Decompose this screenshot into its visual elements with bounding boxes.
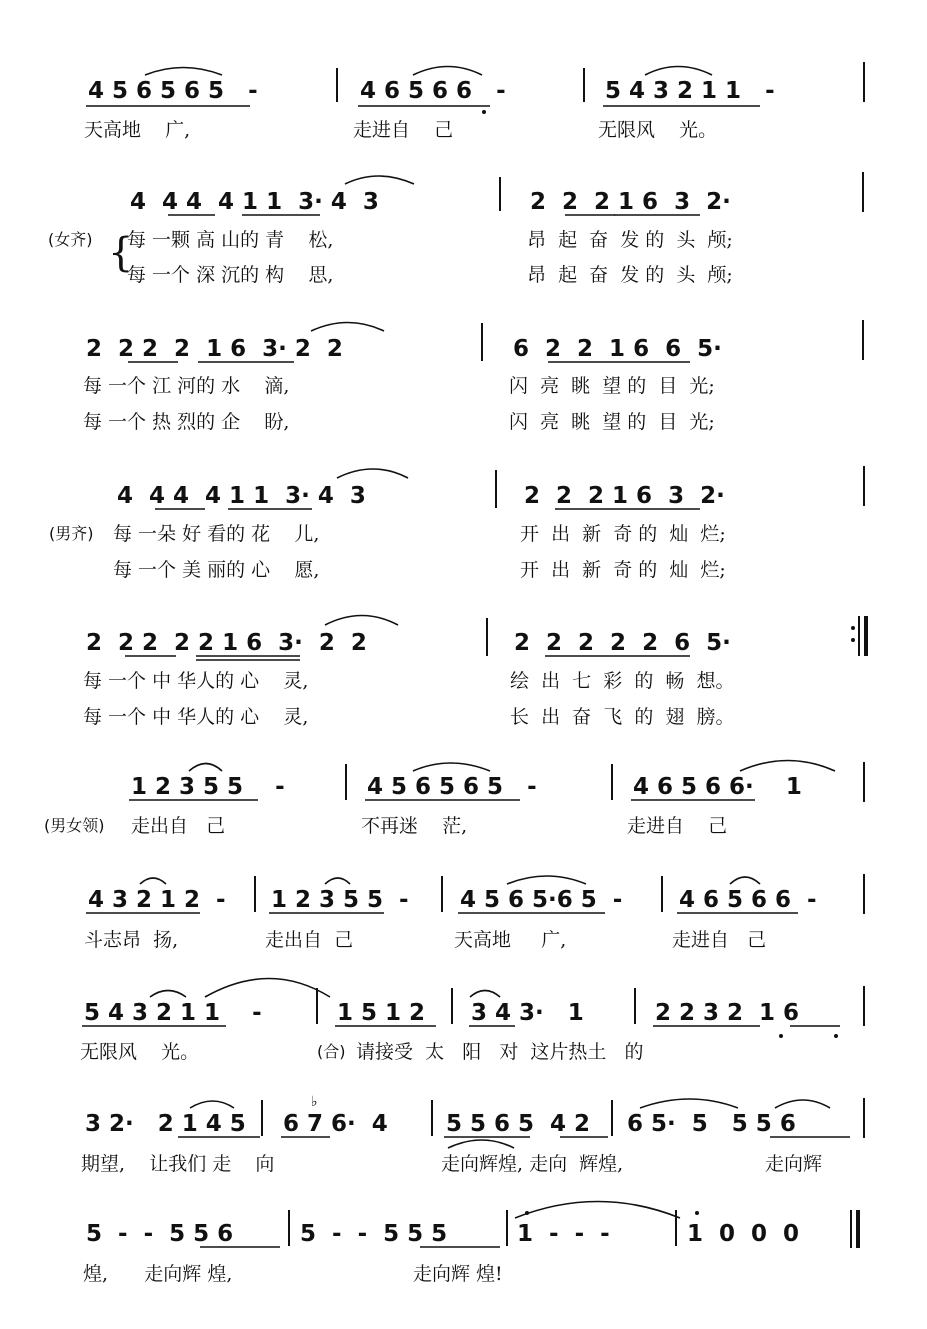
lyric-line: 每 一个 中 华人的 心 灵, (83, 706, 309, 728)
svg-text:♭: ♭ (311, 1094, 318, 1110)
lyric-line: 昂 起 奋 发 的 头 颅; (527, 229, 733, 251)
barline (481, 323, 483, 361)
lyric-line: 闪 亮 眺 望 的 目 光; (509, 411, 715, 433)
notation-measure-group: 5 4 3 2 1 1 - (605, 78, 775, 104)
barline (583, 68, 585, 102)
lyric-line: 昂 起 奋 发 的 头 颅; (527, 264, 733, 286)
notation-measure-group: 2 2 2 1 6 3 2· (524, 483, 725, 509)
lyric-line: 每 一个 江 河的 水 滴, (83, 375, 290, 397)
notation-measure-group: 6 2 2 1 6 6 5· (513, 336, 722, 362)
lyric-line: 无限风 光。 (598, 119, 718, 141)
barline (634, 988, 636, 1024)
notation-measure-group: 5 - - 5 5 5 (300, 1221, 448, 1247)
barline (863, 466, 865, 506)
lyric-line: 每 一个 热 烈的 企 盼, (83, 411, 290, 433)
final-barline-thick (856, 1210, 860, 1248)
lyric-line: 走进自 己 (627, 815, 728, 837)
barline (288, 1210, 290, 1246)
lyric-line: 每 一个 中 华人的 心 灵, (83, 670, 309, 692)
barline (495, 470, 497, 508)
notation-measure-group: 4 6 5 6 6 - (360, 78, 506, 104)
lyric-line: 期望, 让我们 走 向 (81, 1153, 275, 1175)
lyric-line: 绘 出 七 彩 的 畅 想。 (510, 670, 735, 692)
barline (345, 764, 347, 800)
notation-measure-group: 1 5 1 2 (337, 1000, 426, 1026)
notation-measure-group: 4 6 5 6 6· 1 (633, 774, 802, 800)
notation-measure-group: 4 6 5 6 6 - (679, 887, 817, 913)
lyric-line: 煌, 走向辉 煌, (83, 1263, 233, 1285)
notation-measure-group: 3 4 3· 1 (471, 1000, 584, 1026)
notation-measure-group: 4 4 4 4 1 1 3· 4 3 (117, 483, 366, 509)
section-label: (合) (317, 1042, 346, 1061)
barline (261, 1100, 263, 1136)
lyric-line: 走进自 己 (672, 929, 767, 951)
barline (863, 762, 865, 802)
lyric-line: 走向辉煌, 走向 辉煌, (441, 1153, 624, 1175)
barline (611, 764, 613, 800)
notation-measure-group: 1 0 0 0 (687, 1221, 800, 1247)
notation-measure-group: 2 2 2 2 2 1 6 3· 2 2 (86, 630, 367, 656)
lyric-line: 走进自 己 (353, 119, 454, 141)
lyric-line: 请接受 太 阳 对 这片热土 的 (356, 1041, 644, 1063)
lyric-line: 走出自 己 (131, 815, 226, 837)
barline (506, 1210, 508, 1246)
lyric-line: 每 一个 美 丽的 心 愿, (113, 559, 320, 581)
notation-measure-group: 5 - - 5 5 6 (86, 1221, 234, 1247)
lyric-line: 每 一颗 高 山的 青 松, (127, 229, 334, 251)
part-label: (女齐) (48, 230, 93, 249)
lyric-line: 无限风 光。 (80, 1041, 200, 1063)
final-barline-thin (850, 1210, 852, 1248)
notation-measure-group: 4 5 6 5 6 5 - (88, 78, 258, 104)
lyric-line: 开 出 新 奇 的 灿 烂; (520, 523, 726, 545)
notation-measure-group: 5 4 3 2 1 1 - (84, 1000, 262, 1026)
barline (611, 1100, 613, 1136)
notation-measure-group: 1 2 3 5 5 - (271, 887, 409, 913)
notation-measure-group: 1 - - - (517, 1221, 610, 1247)
barline (486, 618, 488, 656)
barline (316, 988, 318, 1024)
lyric-line: 不再迷 茫, (361, 815, 468, 837)
lyric-line: 斗志昂 扬, (84, 929, 179, 951)
barline (441, 876, 443, 912)
barline (499, 177, 501, 211)
barline (863, 874, 865, 914)
verse-brace: { (108, 230, 134, 276)
notation-measure-group: 2 2 2 1 6 3 2· (530, 189, 731, 215)
notation-measure-group: 3 2· 2 1 4 5 (85, 1111, 246, 1137)
barline (858, 616, 860, 656)
notation-measure-group: 4 5 6 5 6 5 - (367, 774, 537, 800)
barline (863, 62, 865, 102)
barline (451, 988, 453, 1024)
barline (675, 1210, 677, 1246)
notation-measure-group: 4 4 4 4 1 1 3· 4 3 (130, 189, 379, 215)
repeat-barline (864, 616, 868, 656)
part-label: (男女领) (44, 816, 105, 835)
notation-measure-group: 6 7 6· 4 (283, 1111, 388, 1137)
barline (661, 876, 663, 912)
barline (431, 1100, 433, 1136)
lyric-line: 走出自 己 (265, 929, 354, 951)
notation-measure-group: 2 2 3 2 1 6 (655, 1000, 800, 1026)
lyric-line: 每 一个 深 沉的 构 思, (127, 264, 334, 286)
lyric-line: 天高地 广, (454, 929, 567, 951)
barline (862, 320, 864, 360)
lyric-line: 走向辉 (765, 1153, 823, 1175)
lyric-line: 每 一朵 好 看的 花 儿, (113, 523, 320, 545)
lyric-line: 走向辉 煌! (413, 1263, 503, 1285)
barline (863, 1098, 865, 1138)
barline (336, 68, 338, 102)
part-label: (男齐) (49, 524, 94, 543)
barline (863, 986, 865, 1026)
lyric-line: 闪 亮 眺 望 的 目 光; (509, 375, 715, 397)
notation-measure-group: 4 5 6 5·6 5 - (460, 887, 623, 913)
notation-measure-group: 5 5 6 5 4 2 (446, 1111, 591, 1137)
lyric-line: 天高地 广, (84, 119, 191, 141)
notation-measure-group: 2 2 2 2 2 6 5· (514, 630, 731, 656)
repeat-dots (851, 626, 855, 646)
barline (862, 172, 864, 212)
notation-measure-group: 4 3 2 1 2 - (88, 887, 226, 913)
notation-measure-group: 1 2 3 5 5 - (131, 774, 285, 800)
notation-measure-group: 2 2 2 2 1 6 3· 2 2 (86, 336, 343, 362)
lyric-line: 开 出 新 奇 的 灿 烂; (520, 559, 726, 581)
lyric-line: 长 出 奋 飞 的 翅 膀。 (510, 706, 735, 728)
barline (254, 876, 256, 912)
notation-measure-group: 6 5· 5 5 5 6 (627, 1111, 796, 1137)
